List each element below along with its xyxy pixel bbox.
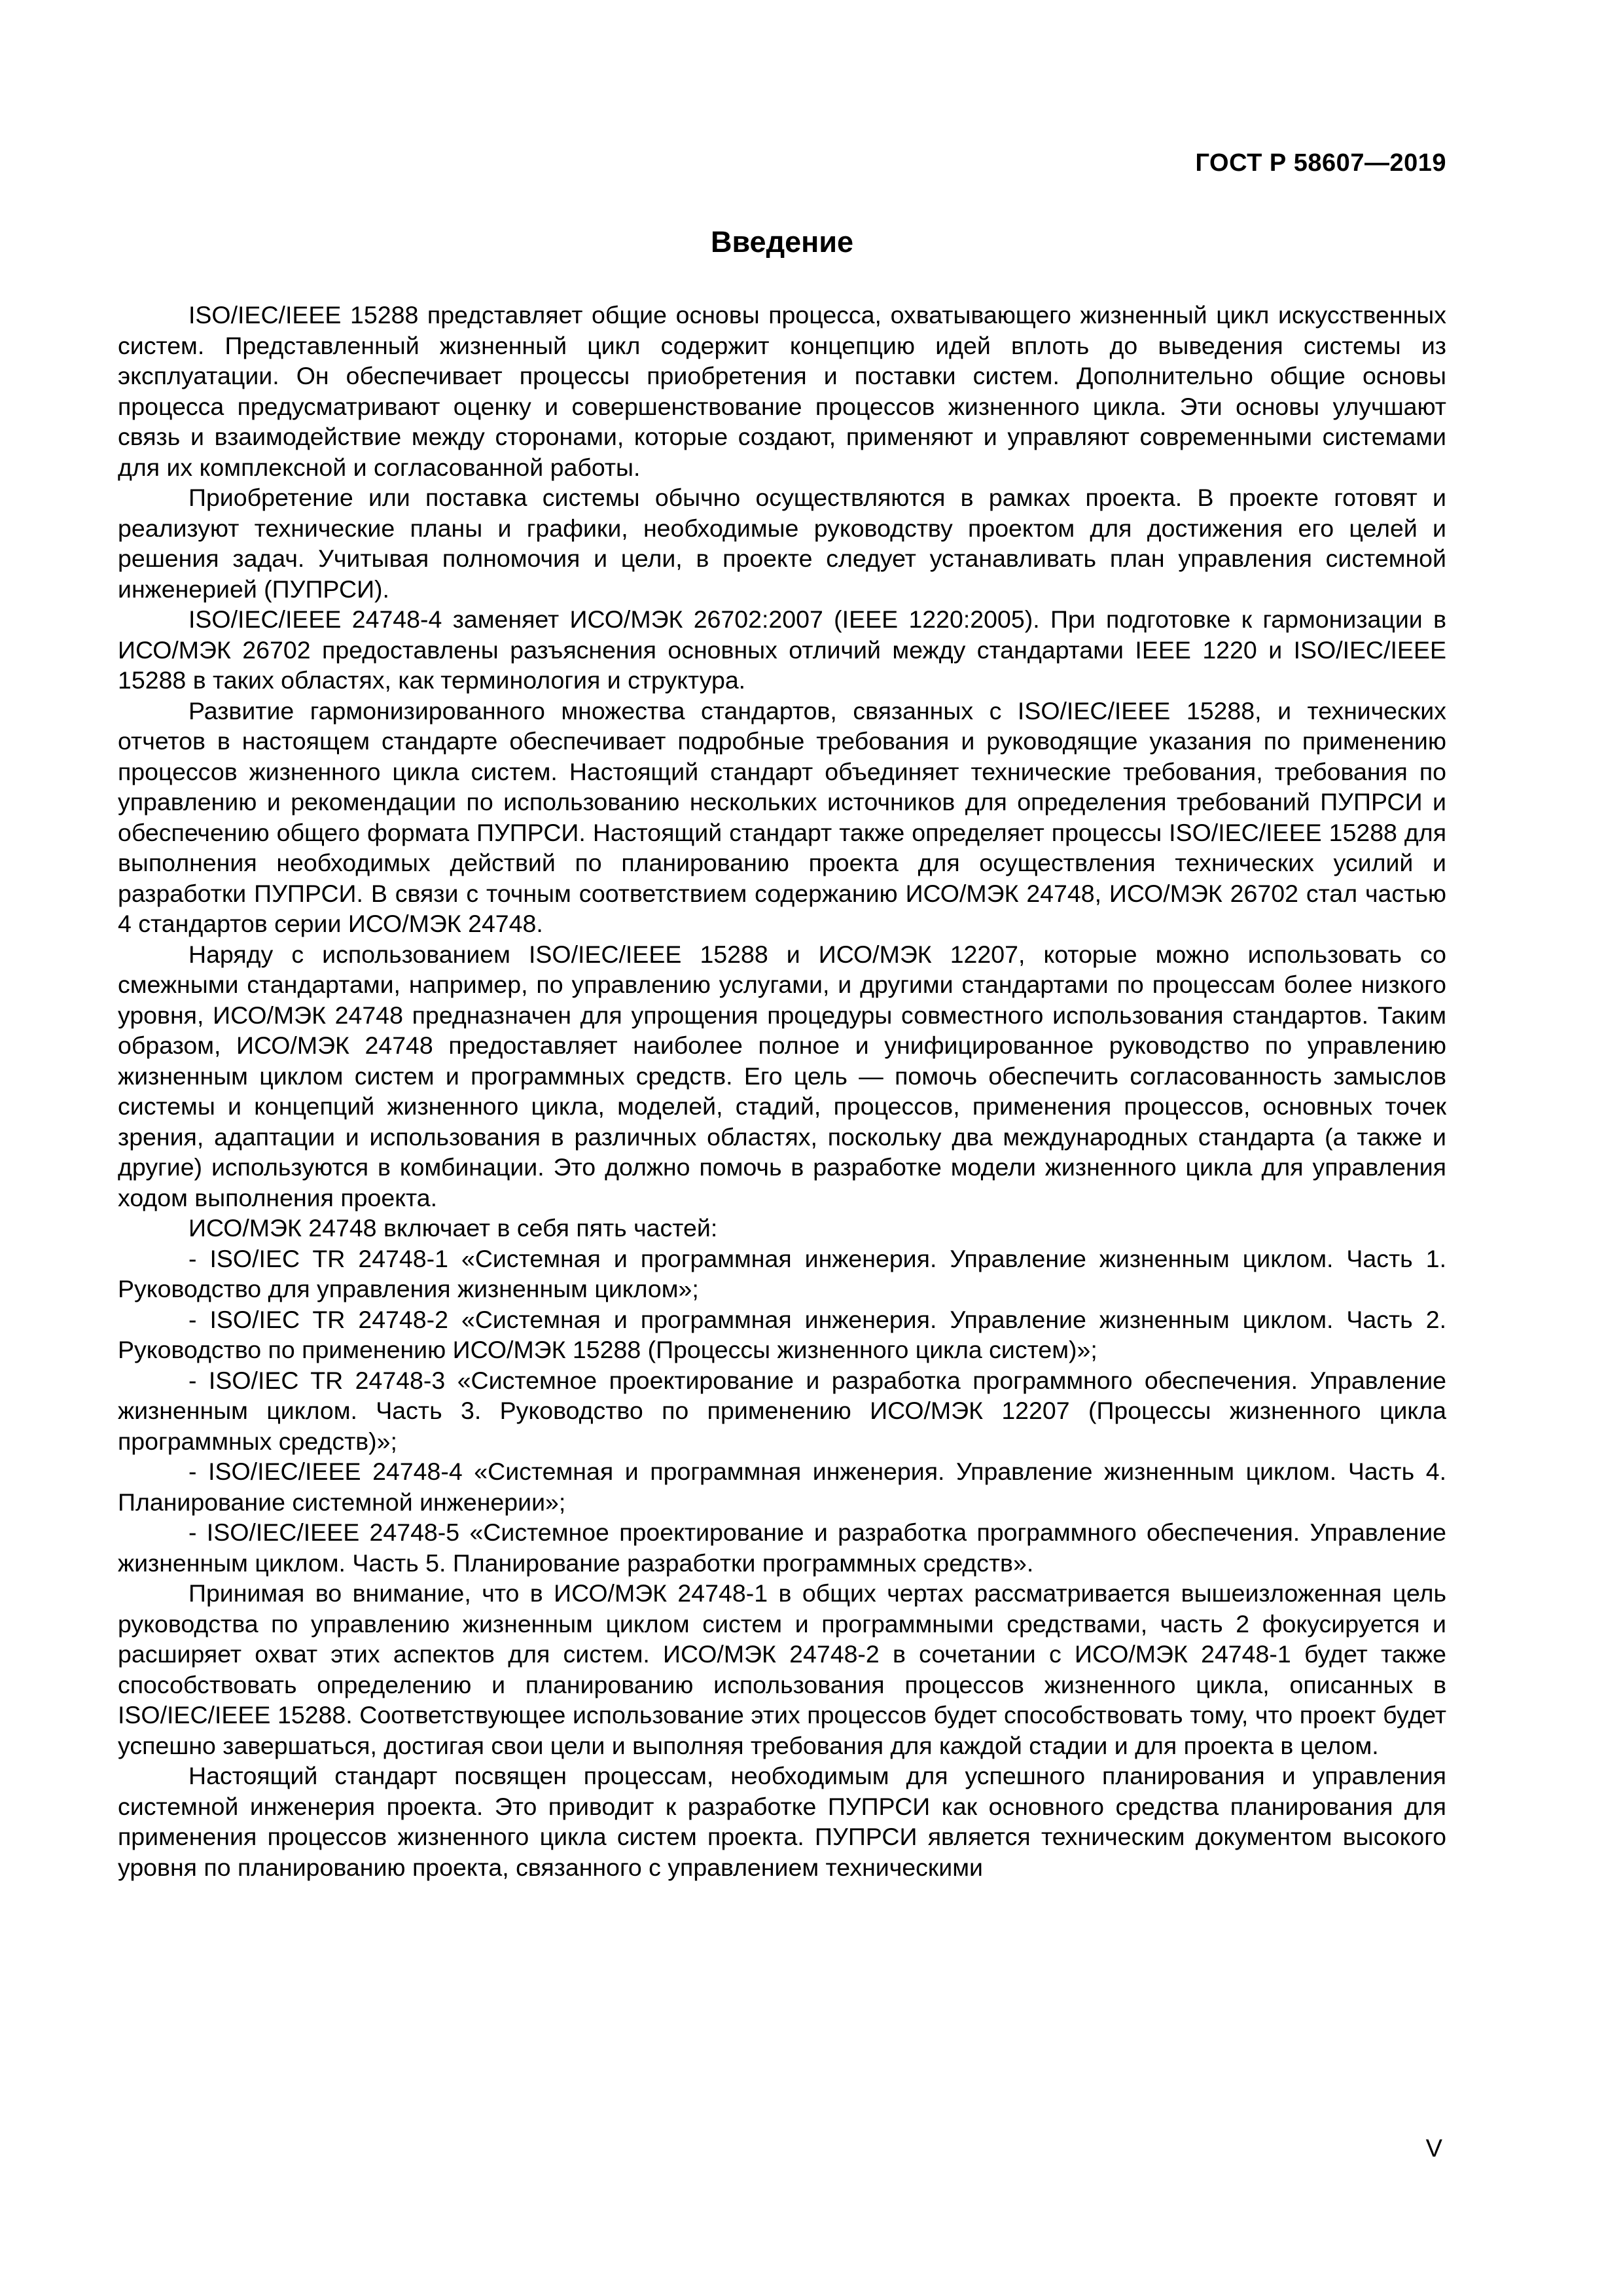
- paragraph: Приобретение или поставка системы обычно осуществляются в рамках проекта. В проекте готовят и реализуют технические планы и графики, необходимые руководству проектом для достижения его целей и решения задач. Учитывая полномочия и цели, в проекте следует устанавливать план управления системной инженерией (ПУПРСИ).: [118, 484, 1446, 603]
- list-item: - ISO/IEC TR 24748-2 «Системная и программная инженерия. Управление жизненным циклом. Часть 2. Руководство по применению ИСО/МЭК 15288 (Процессы жизненного цикла систем)»;: [118, 1305, 1446, 1363]
- paragraph: Принимая во внимание, что в ИСО/МЭК 24748-1 в общих чертах рассматривается вышеизложенная цель руководства по управлению жизненным циклом систем и программными средствами, часть 2 фокусируется и расширяет охват этих аспектов для систем. ИСО/МЭК 24748-2 в сочетании с ИСО/МЭК 24748-1 будет также способствовать определению и планированию использования процессов жизненного цикла, описанных в ISO/IEC/IEEE 15288. Соответствующее использование этих процессов будет способствовать тому, что проект будет успешно завершаться, достигая свои цели и выполняя требования для каждой стадии и для проекта в целом.: [118, 1579, 1446, 1759]
- paragraph: ISO/IEC/IEEE 24748-4 заменяет ИСО/МЭК 26702:2007 (IEEE 1220:2005). При подготовке к гармонизации в ИСО/МЭК 26702 предоставлены разъяснения основных отличий между стандартами IEEE 1220 и ISO/IEC/IEEE 15288 в таких областях, как терминология и структура.: [118, 605, 1446, 694]
- list-item: - ISO/IEC TR 24748-3 «Системное проектирование и разработка программного обеспечения. Управление жизненным циклом. Часть 3. Руководство по применению ИСО/МЭК 12207 (Процессы жизненного цикла программных средств)»;: [118, 1366, 1446, 1455]
- body-text: [118, 300, 1446, 1882]
- paragraph: Развитие гармонизированного множества стандартов, связанных с ISO/IEC/IEEE 15288, и технических отчетов в настоящем стандарте обеспечивает подробные требования и руководящие указания по применению процессов жизненного цикла систем. Настоящий стандарт объединяет технические требования, требования по управлению и рекомендации по использованию нескольких источников для определения требований ПУПРСИ и обеспечению общего формата ПУПРСИ. Настоящий стандарт также определяет процессы ISO/IEC/IEEE 15288 для выполнения необходимых действий по планированию проекта для осуществления технических усилий и разработки ПУПРСИ. В связи с точным соответствием содержанию ИСО/МЭК 24748, ИСО/МЭК 26702 стал частью 4 стандартов серии ИСО/МЭК 24748.: [118, 696, 1446, 937]
- list-item: - ISO/IEC TR 24748-1 «Системная и программная инженерия. Управление жизненным циклом. Часть 1. Руководство для управления жизненным циклом»;: [118, 1244, 1446, 1302]
- paragraph: Настоящий стандарт посвящен процессам, необходимым для успешного планирования и управления системной инженерия проекта. Это приводит к разработке ПУПРСИ как основного средства планирования для применения процессов жизненного цикла систем проекта. ПУПРСИ является техническим документом высокого уровня по планированию проекта, связанного с управлением техническими: [118, 1762, 1446, 1881]
- page-title: Введение: [710, 225, 854, 259]
- list-item: - ISO/IEC/IEEE 24748-4 «Системная и программная инженерия. Управление жизненным циклом. Часть 4. Планирование системной инженерии»;: [118, 1458, 1446, 1516]
- paragraph: ИСО/МЭК 24748 включает в себя пять частей:: [188, 1214, 718, 1242]
- page-number: V: [1425, 2135, 1442, 2162]
- paragraph: ISO/IEC/IEEE 15288 представляет общие основы процесса, охватывающего жизненный цикл искусственных систем. Представленный жизненный цикл содержит концепцию идей вплоть до выведения системы из эксплуатации. Он обеспечивает процессы приобретения и поставки систем. Дополнительно общие основы процесса предусматривают оценку и совершенствование процессов жизненного цикла. Эти основы улучшают связь и взаимодействие между сторонами, которые создают, применяют и управляют современными системами для их комплексной и согласованной работы.: [118, 301, 1446, 481]
- paragraph: Наряду с использованием ISO/IEC/IEEE 15288 и ИСО/МЭК 12207, которые можно использовать со смежными стандартами, например, по управлению услугами, и другими стандартами по процессам более низкого уровня, ИСО/МЭК 24748 предназначен для упрощения процедуры совместного использования стандартов. Таким образом, ИСО/МЭК 24748 предоставляет наиболее полное и унифицированное руководство по управлению жизненным циклом систем и программных средств. Его цель — помочь обеспечить согласованность замыслов системы и концепций жизненного цикла, моделей, стадий, процессов, применения процессов, основных точек зрения, адаптации и использования в различных областях, поскольку два международных стандарта (а также и другие) используются в комбинации. Это должно помочь в разработке модели жизненного цикла для управления ходом выполнения проекта.: [118, 940, 1446, 1211]
- list-item: - ISO/IEC/IEEE 24748-5 «Системное проектирование и разработка программного обеспечения. Управление жизненным циклом. Часть 5. Планирование разработки программных средств».: [118, 1518, 1446, 1577]
- document-code: ГОСТ Р 58607—2019: [1195, 149, 1446, 177]
